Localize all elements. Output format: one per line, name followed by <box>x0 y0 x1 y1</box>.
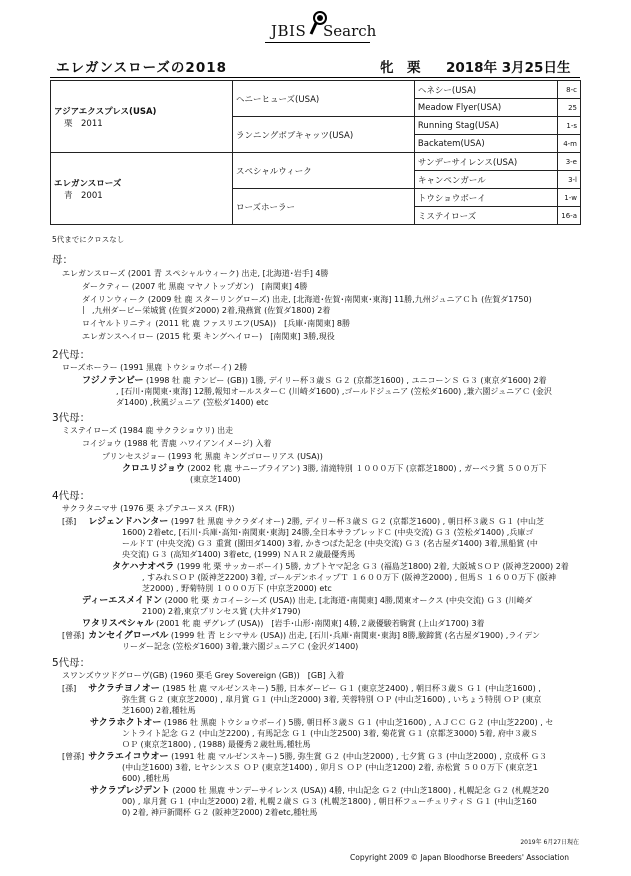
section-dam: 母： <box>52 254 73 266</box>
family-code: 3-e <box>557 153 580 171</box>
horse-name-bold[interactable]: フジノテンビー <box>82 376 144 386</box>
copyright: Copyright 2009 © Japan Bloodhorse Breeders' Association <box>350 853 569 862</box>
horse-name-bold[interactable]: カンセイグローバル <box>88 631 169 641</box>
gen3-6[interactable]: キャンペンガール <box>414 171 557 189</box>
family-line: ロイヤルトリニティ (2011 牝 鹿 ファスリエフ(USA)) [兵庫･南関東] 8勝 <box>82 319 351 328</box>
horse-name-bold[interactable]: サクラエイコウオー <box>88 752 169 762</box>
horse-detail: (1986 牡 黒鹿 トウショウボーイ) 5勝, 朝日杯３歳Ｓ Ｇ１ (中山芝1600) , ＡＪＣＣ Ｇ２ (中山芝2200) , セ <box>161 718 554 727</box>
dam-name: エレガンスローズ <box>54 178 122 189</box>
family-line: 0) 2着, 神戸新聞杯 Ｇ２ (阪神芝2000) 2着etc,種牡馬 <box>122 808 318 817</box>
gen3-7[interactable]: トウショウボーイ <box>414 189 557 207</box>
family-line: 芝1600) 2着,種牡馬 <box>122 706 196 715</box>
horse-name-bold[interactable]: クロユリジョウ <box>122 464 185 474</box>
section-5th-dam: 5代母： <box>52 657 91 669</box>
family-code: 3-l <box>557 171 580 189</box>
family-line: コイジョウ (1988 牝 青鹿 ハワイアンイメージ) 入着 <box>82 439 272 448</box>
family-line: サクラタニマサ (1976 栗 ネプテユーヌス (FR)) <box>62 504 235 513</box>
logo-jbis: JBIS <box>271 22 307 40</box>
family-line: ダークティー (2007 牝 黒鹿 マヤノトップガン) [南関東] 4勝 <box>82 282 308 291</box>
relation-tag: [孫] <box>62 684 77 693</box>
relation-tag: [曾孫] <box>62 631 85 640</box>
family-line: ミステイローズ (1984 鹿 サクラショウリ) 出走 <box>62 426 234 435</box>
family-code: 4-m <box>557 135 580 153</box>
cross-note: 5代までにクロスなし <box>52 235 125 244</box>
family-line: ダイリンウィーク (2009 牡 鹿 スターリングローズ) 出走, [北海道･佐賀･南関東･東海] 11勝,九州ジュニアＣｈ (佐賀ダ1750) <box>82 295 532 304</box>
sire-cell[interactable] <box>51 81 233 153</box>
family-line: 2100) 2着,東京プリンセス賞 (大井ダ1790) <box>142 607 301 616</box>
relation-tag: [曾孫] <box>62 752 85 761</box>
family-line <box>82 618 485 630</box>
family-code: 16-a <box>557 207 580 225</box>
bracket-mark: | <box>82 305 85 314</box>
horse-name-bold[interactable]: サクラホクトオー <box>90 718 162 728</box>
family-line: 00) , 皐月賞 Ｇ１ (中山芝2000) 2着, 札幌２歳Ｓ Ｇ３ (札幌芝1800) , 朝日杯フューチュリティＳ Ｇ１ (中山芝160 <box>122 797 537 806</box>
horse-detail: (2002 牝 鹿 サニーブライアン) 3勝, 清滝特別 １０００万下 (京都芝1800) , ガーベラ賞 ５００万下 <box>184 464 547 473</box>
family-code: 8-c <box>557 81 580 99</box>
horse-detail: (1991 牡 鹿 マルゼンスキー) 5勝, 弥生賞 Ｇ２ (中山芝2000) , 七夕賞 Ｇ３ (中山芝2000) , 京成杯 Ｇ３ <box>168 752 547 761</box>
sire-name: アジアエクスプレス(USA) <box>54 106 157 117</box>
family-code: 25 <box>557 99 580 117</box>
gen3-1[interactable]: ヘネシー(USA) <box>414 81 557 99</box>
horse-detail: (1997 牡 黒鹿 サクラダイオー) 2勝, デイリー杯３歳Ｓ Ｇ２ (京都芝1600) , 朝日杯３歳Ｓ Ｇ１ (中山芝 <box>168 517 544 526</box>
horse-sex-color: 牝 栗 <box>380 60 421 76</box>
gen2-2[interactable]: ランニングボブキャッツ(USA) <box>232 117 414 153</box>
family-code: 1-w <box>557 189 580 207</box>
family-line: , [石川･南関東･東海] 12勝,報知オールスターＣ (川崎ダ1600) ,ゴールドジュニア (笠松ダ1600) ,兼六園ジュニアＣ (金沢 <box>116 387 552 396</box>
family-line: (中山芝1600) 3着, ヒヤシンスＳ ＯＰ (東京芝1400) , 卯月Ｓ ＯＰ (中山芝1200) 2着, 赤松賞 ５００万下 (東京芝1 <box>122 763 538 772</box>
jbis-search-logo[interactable] <box>265 8 377 42</box>
family-code: 1-s <box>557 117 580 135</box>
family-line: スワンズウツドグローヴ(GB) (1960 栗毛 Grey Sovereign (GB)) [GB] 入着 <box>62 671 345 680</box>
dam-cell[interactable] <box>51 153 233 225</box>
horse-detail: (1999 牝 栗 サッカーボーイ) 5勝, カブトヤマ記念 Ｇ３ (福島芝1800) 2着, 大阪城ＳＯＰ (阪神芝2000) 2着 <box>174 562 569 571</box>
horse-detail: (2001 牝 鹿 ザグレブ (USA)) [岩手･山形･南関東] 4勝,２歳優駿若駒賞 (上山ダ1700) 3着 <box>153 619 485 628</box>
family-line: ローズホーラー (1991 黒鹿 トウショウボーイ) 2勝 <box>62 363 248 372</box>
section-4th-dam: 4代母： <box>52 490 91 502</box>
family-line <box>122 463 547 475</box>
birth-date: 2018年 3月25日生 <box>446 60 571 76</box>
family-line: ダ1400) ,秋風ジュニア (笠松ダ1400) etc <box>116 398 269 407</box>
logo-search: Search <box>323 22 377 40</box>
horse-name-bold[interactable]: ディーエスメイドン <box>82 596 163 606</box>
family-line: エレガンスローズ (2001 青 スペシャルウィーク) 出走, [北海道･岩手] 4勝 <box>62 269 329 278</box>
title-divider <box>50 77 580 78</box>
horse-name-bold[interactable]: サクラチヨノオー <box>88 684 160 694</box>
gen3-4[interactable]: Backatem(USA) <box>414 135 557 153</box>
logo-underline <box>265 42 370 43</box>
family-line: 1600) 2着etc, [石川･兵庫･高知･南関東･東海] 24勝,全日本サラブレッドＣ (中央交流) Ｇ３ (笠松ダ1400) ,兵庫ゴ <box>122 528 534 537</box>
family-line: リーダー記念 (笠松ダ1600) 3着,兼六園ジュニアＣ (金沢ダ1400) <box>122 642 359 651</box>
family-line: プリンセスジョー (1993 牝 黒鹿 キングゴローリアス (USA)) <box>102 452 323 461</box>
family-line: ントライト記念 Ｇ２ (中山芝2200) , 有馬記念 Ｇ１ (中山芝2500) 3着, 菊花賞 Ｇ１ (京都芝3000) 5着, 府中３歳Ｓ <box>122 729 538 738</box>
sire-info: 栗 2011 <box>64 118 103 129</box>
dam-info: 青 2001 <box>64 190 103 201</box>
horse-name-bold[interactable]: サクラプレジデント <box>90 786 170 796</box>
gen2-1[interactable]: ヘニーヒューズ(USA) <box>232 81 414 117</box>
as-of-date: 2019年 6月27日現在 <box>520 839 579 846</box>
relation-tag: [孫] <box>62 517 77 526</box>
family-line: ＯＰ (東京芝1800) , (1988) 最優秀２歳牡馬,種牡馬 <box>122 740 311 749</box>
gen2-4[interactable]: ローズホーラー <box>232 189 414 225</box>
horse-name-bold[interactable]: レジェンドハンター <box>88 517 169 527</box>
section-2nd-dam: 2代母： <box>52 349 91 361</box>
gen2-3[interactable]: スペシャルウィーク <box>232 153 414 189</box>
gen3-2[interactable]: Meadow Flyer(USA) <box>414 99 557 117</box>
gen3-8[interactable]: ミステイローズ <box>414 207 557 225</box>
family-line: 芝2000) , 野菊特別 １０００万下 (中京芝2000) etc <box>142 584 332 593</box>
family-line: (東京芝1400) <box>190 475 241 484</box>
gen3-3[interactable]: Running Stag(USA) <box>414 117 557 135</box>
section-3rd-dam: 3代母： <box>52 412 91 424</box>
horse-detail: (1999 牡 青 ヒシマサル (USA)) 出走, [石川･兵庫･南関東･東海] 8勝,駿蹄賞 (名古屋ダ1900) ,ライデン <box>168 631 540 640</box>
horse-name-bold[interactable]: タケハナオペラ <box>112 562 175 572</box>
horse-detail: (1985 牡 鹿 マルゼンスキー) 5勝, 日本ダービー Ｇ１ (東京芝2400) , 朝日杯３歳Ｓ Ｇ１ (中山芝1600) , <box>159 684 541 693</box>
family-line: 央交流) Ｇ３ (高知ダ1400) 3着etc, (1999) ＮＡＲ２歳最優秀馬 <box>122 550 356 559</box>
title-row <box>50 56 580 76</box>
family-line: 弥生賞 Ｇ２ (東京芝2000) , 皐月賞 Ｇ１ (中山芝2000) 3着, 芙蓉特別 ＯＰ (中山芝1600) , いちょう特別 ＯＰ (東京 <box>122 695 542 704</box>
horse-name-bold[interactable]: ワタリスペシャル <box>82 619 154 629</box>
family-line: , すみれＳＯＰ (阪神芝2200) 3着, ゴールデンホイップＴ １６００万下 (阪神芝2000) , 但馬Ｓ １６００万下 (阪神 <box>142 573 556 582</box>
family-line: 600) ,種牡馬 <box>122 774 170 783</box>
gen3-5[interactable]: サンデーサイレンス(USA) <box>414 153 557 171</box>
pedigree-table <box>50 80 581 225</box>
horse-detail: (2000 牝 栗 カコイーシーズ (USA)) 出走, [北海道･南関東] 4勝,関東オークス (中央交流) Ｇ３ (川崎ダ <box>162 596 533 605</box>
horse-name: エレガンスローズの2018 <box>56 60 227 76</box>
family-line: ールドＴ (中央交流) Ｇ３ 重賞 (園田ダ1400) 3着, かきつばた記念 (中央交流) Ｇ３ (名古屋ダ1400) 3着,黒船賞 (中 <box>122 539 538 548</box>
family-line: エレガンスヘイロー (2015 牝 栗 キングヘイロー) [南関東] 3勝,現役 <box>82 332 335 341</box>
horse-detail: (2000 牡 黒鹿 サンデーサイレンス (USA)) 4勝, 中山記念 Ｇ２ (中山芝1800) , 札幌記念 Ｇ２ (札幌芝20 <box>169 786 550 795</box>
horse-detail: (1998 牡 鹿 テンビー (GB)) 1勝, デイリー杯３歳Ｓ Ｇ２ (京都芝1600) , ユニコーンＳ Ｇ３ (東京ダ1600) 2着 <box>143 376 547 385</box>
family-line: ,九州ダービー栄城賞 (佐賀ダ2000) 2着,飛燕賞 (佐賀ダ1800) 2着 <box>92 306 331 315</box>
